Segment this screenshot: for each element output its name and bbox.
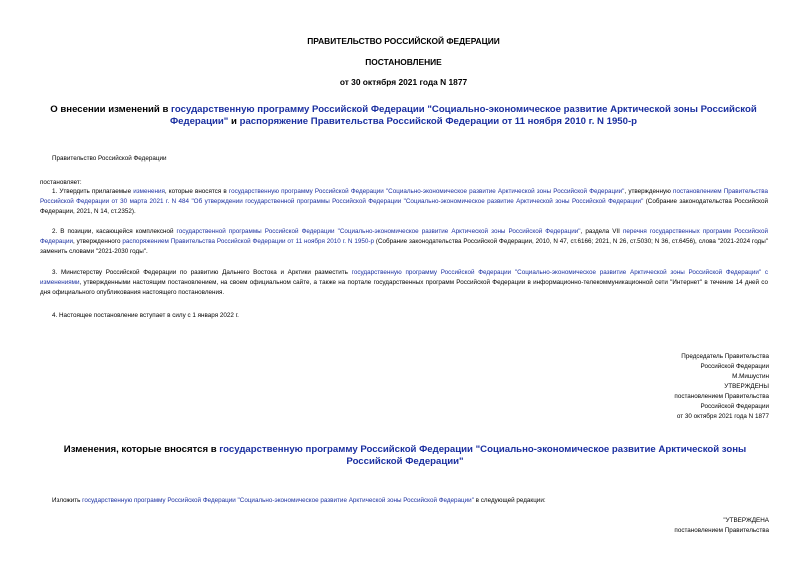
item3-text-c: , утвержденными настоящим постановлением, на своем официальном сайте, а также на портале государственных программ Российской Федерации в информационно-телекоммуникационной сети "Интернет" в течение 14 дней со дня официального опубликования настоящего постановления. xyxy=(40,279,768,297)
item2-text-a: 2. В позиции, касающейся комплексной xyxy=(52,228,177,235)
changes-title-link[interactable]: государственную программу Российской Федерации "Социально-экономическое развитие Арктической зоны Российской Федерации" xyxy=(219,444,747,467)
document-title xyxy=(36,104,771,128)
item-4: 4. Настоящее постановление вступает в силу с 1 января 2022 г. xyxy=(52,312,239,319)
item2-link-order[interactable]: распоряжением Правительства Российской Федерации от 11 ноября 2010 г. N 1950-р xyxy=(122,238,374,246)
changes-title xyxy=(60,444,750,468)
approved-line-2: постановлением Правительства xyxy=(674,393,769,400)
item1-text-d: (Собрание законодательства Российской Федерации, 2021, N 14, ст.2352). xyxy=(40,198,768,216)
title-middle: и xyxy=(228,116,240,127)
title-link-program[interactable]: государственную программу Российской Федерации "Социально-экономическое развитие Арктической зоны Российской Федерации" xyxy=(169,104,757,127)
restate-text xyxy=(52,496,752,506)
header-org: ПРАВИТЕЛЬСТВО РОССИЙСКОЙ ФЕДЕРАЦИИ xyxy=(307,36,500,46)
item2-text-b: , раздела VII xyxy=(580,228,623,235)
approved-line-3: Российской Федерации xyxy=(700,403,769,410)
approved2-line-2: постановлением Правительства xyxy=(674,527,769,534)
intro-text: Правительство Российской Федерации xyxy=(52,155,167,162)
approved2-line-1: "УТВЕРЖДЕНА xyxy=(723,517,769,524)
item2-text-c: , утвержденного xyxy=(72,238,123,246)
approved-line-1: УТВЕРЖДЕНЫ xyxy=(724,383,769,390)
signature-line-1: Председатель Правительства xyxy=(681,353,769,360)
item2-link-list[interactable]: перечня государственных программ Российской Федерации xyxy=(40,228,768,246)
title-prefix: О внесении изменений в xyxy=(50,104,172,115)
header-date-number: от 30 октября 2021 года N 1877 xyxy=(339,77,468,87)
signature-line-3: М.Мишустин xyxy=(732,373,769,380)
restate-link-program[interactable]: государственную программу Российской Федерации "Социально-экономическое развитие Арктической зоны Российской Федерации" xyxy=(82,497,474,504)
header-doc-type: ПОСТАНОВЛЕНИЕ xyxy=(365,57,442,67)
decree-text: постановляет: xyxy=(40,179,82,186)
signature-line-2: Российской Федерации xyxy=(700,363,769,370)
item1-text-c: , утвержденную xyxy=(624,188,674,195)
changes-title-prefix: Изменения, которые вносятся в xyxy=(63,444,220,455)
item-3 xyxy=(40,268,768,299)
item2-text-d: (Собрание законодательства Российской Федерации, 2010, N 47, ст.6166; 2021, N 26, ст.5030; N 36, ст.6456), слова "2021-2024 годы" заменить словами "2021-2030 годы". xyxy=(40,238,768,256)
item1-text-a: 1. Утвердить прилагаемые xyxy=(52,188,134,195)
item3-link-changes[interactable]: с изменениями xyxy=(40,269,768,287)
item1-link-program[interactable]: государственную программу Российской Федерации "Социально-экономическое развитие Арктической зоны Российской Федерации" xyxy=(228,188,625,195)
approved2-block xyxy=(674,516,769,536)
item-2 xyxy=(40,227,768,258)
item1-link-changes[interactable]: изменения xyxy=(133,188,165,195)
item2-link-program[interactable]: государственной программы Российской Федерации "Социально-экономическое развитие Арктической зоны Российской Федерации" xyxy=(176,228,581,235)
title-link-order[interactable]: распоряжение Правительства Российской Федерации от 11 ноября 2010 г. N 1950-р xyxy=(239,116,638,127)
item1-text-b: , которые вносятся в xyxy=(164,188,229,195)
signature-block xyxy=(674,352,769,422)
approved-line-4: от 30 октября 2021 года N 1877 xyxy=(676,413,769,420)
item1-link-resolution[interactable]: постановлением Правительства Российской Федерации от 30 марта 2021 г. N 484 "Об утверждении государственной программы Российской Федерации "Социально-экономическое развитие Арктической зоны Российской Федерации" xyxy=(40,188,769,206)
item-1 xyxy=(40,187,768,218)
restate-text-b: в следующей редакции: xyxy=(473,497,546,504)
item3-link-program[interactable]: государственную программу Российской Федерации "Социально-экономическое развитие Арктической зоны Российской Федерации" xyxy=(351,269,762,276)
item3-text-a: 3. Министерству Российской Федерации по развитию Дальнего Востока и Арктики разместить xyxy=(52,269,352,276)
restate-text-a: Изложить xyxy=(52,497,83,504)
